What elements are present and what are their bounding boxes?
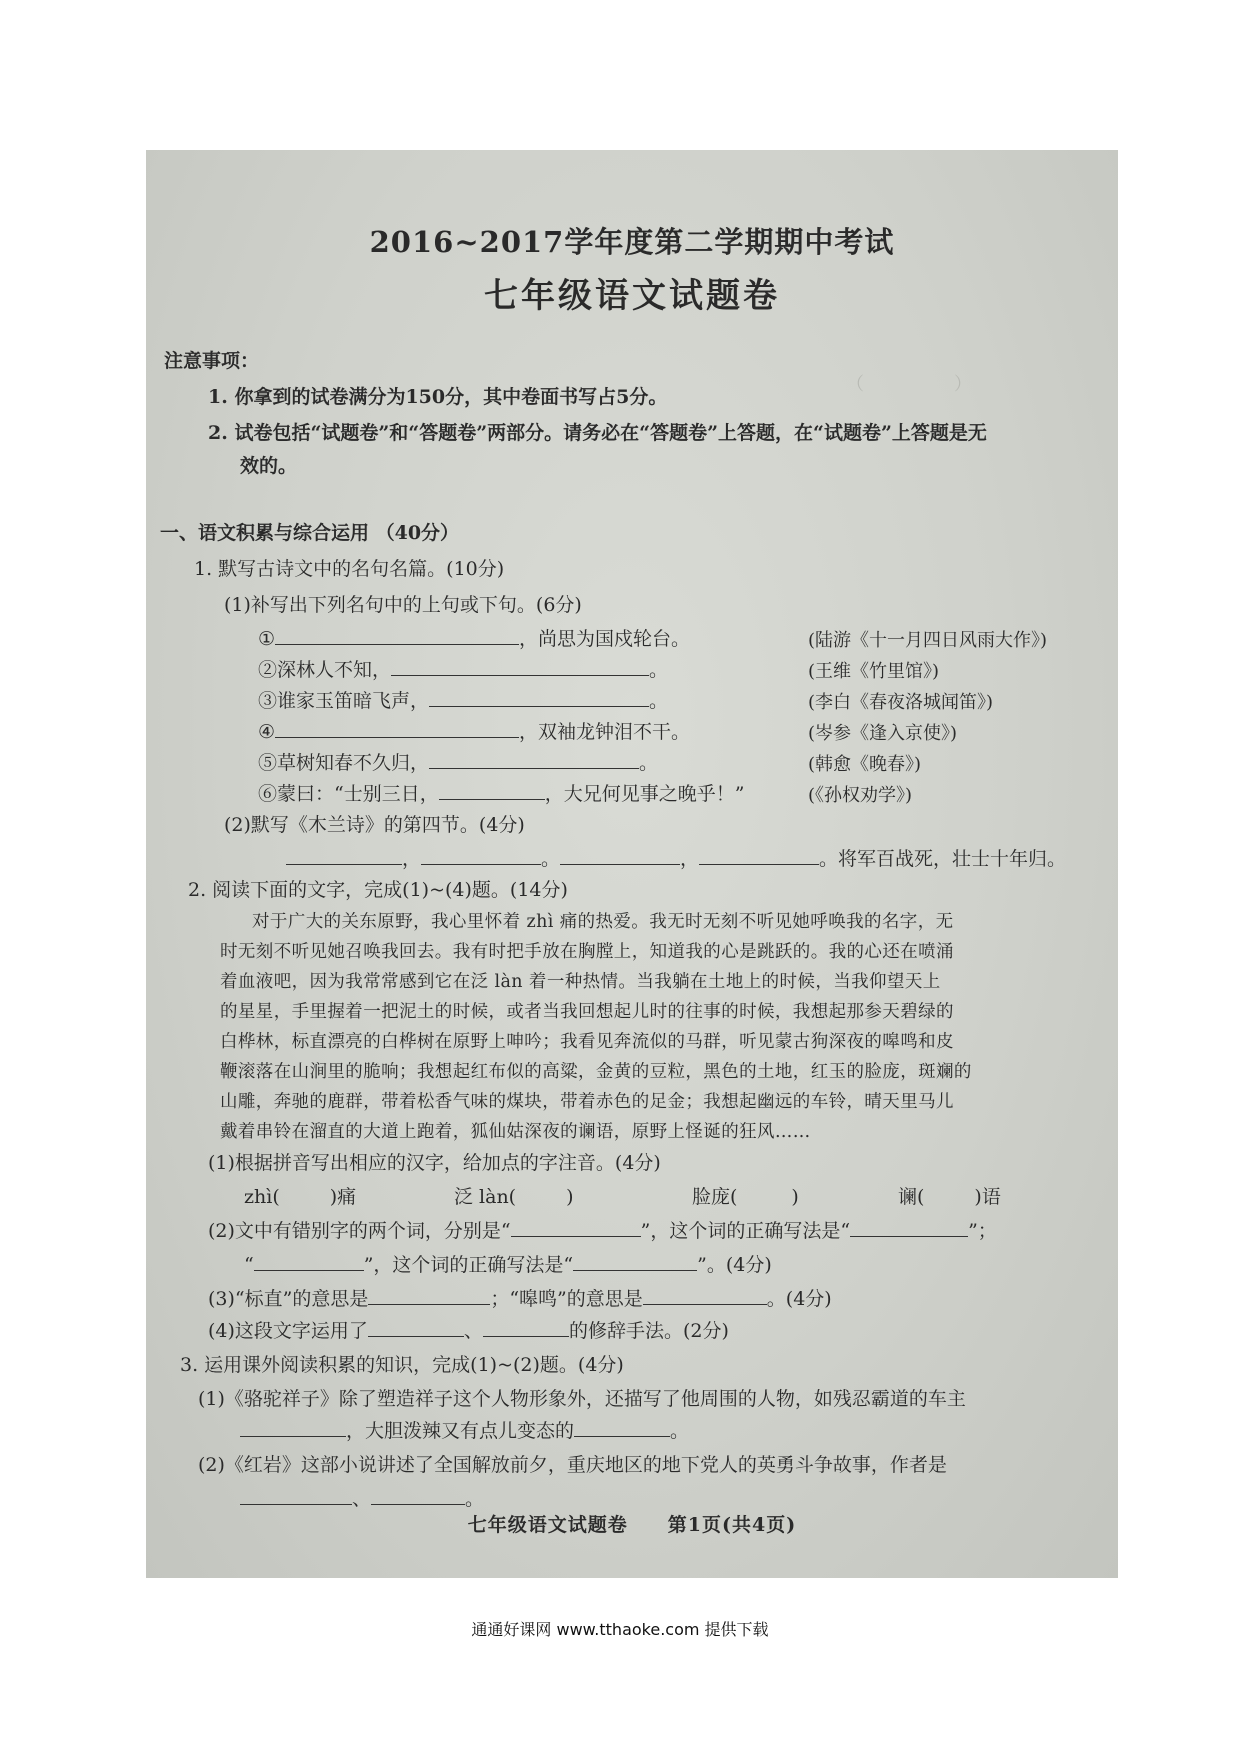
answer-blank[interactable] <box>240 1485 352 1505</box>
q2-sub2-line1: (2)文中有错别字的两个词，分别是“ ”，这个词的正确写法是“ ”； <box>208 1216 997 1243</box>
answer-blank[interactable] <box>371 1485 465 1505</box>
poem-line-3: ③谁家玉笛暗飞声， 。 <box>258 686 668 713</box>
passage-line: 鞭滚落在山涧里的脆响；我想起红布似的高粱，金黄的豆粒，黑色的土地，红玉的脸庞，斑斓的 <box>220 1062 972 1082</box>
exam-title-line1: 2016~2017学年度第二学期期中考试 <box>369 225 895 259</box>
answer-blank[interactable] <box>275 625 519 645</box>
passage-line: 对于广大的关东原野，我心里怀着 zhì 痛的热爱。我无时无刻不听见她呼唤我的名字，无 <box>252 912 954 932</box>
notice-item-2: 2. 试卷包括“试题卷”和“答题卷”两部分。请务必在“答题卷”上答题，在“试题卷”上答题是无 <box>208 422 987 444</box>
answer-blank[interactable] <box>643 1285 767 1305</box>
q2-sub2-line2: “ ”，这个词的正确写法是“ ”。(4分) <box>244 1250 772 1277</box>
passage-line: 着血液吧，因为我常常感到它在泛 làn 着一种热情。当我躺在土地上的时候，当我仰望天上 <box>220 972 941 992</box>
answer-blank[interactable] <box>699 845 819 865</box>
poem-source-1: (陆游《十一月四日风雨大作》) <box>808 630 1048 651</box>
mulan-line: ， 。 ， 。将军百战死，壮士十年归。 <box>286 844 1066 871</box>
page-footer: 七年级语文试题卷 第1页(共4页) <box>467 1514 797 1536</box>
poem-source-3: (李白《春夜洛城闻笛》) <box>808 692 994 713</box>
q1-part1: (1)补写出下列名句中的上句或下句。(6分) <box>224 594 582 616</box>
passage-line: 时无刻不听见她召唤我回去。我有时把手放在胸膛上，知道我的心是跳跃的。我的心还在喷涌 <box>220 942 954 962</box>
passage-line: 白桦林，标直漂亮的白桦树在原野上呻吟；我看见奔流似的马群，听见蒙古狗深夜的嗥鸣和皮 <box>220 1032 954 1052</box>
q2-sub3: (3)“标直”的意思是 ；“嗥鸣”的意思是 。(4分) <box>208 1284 832 1311</box>
answer-blank[interactable] <box>368 1285 490 1305</box>
q3-stem: 3. 运用课外阅读积累的知识，完成(1)~(2)题。(4分) <box>180 1354 624 1376</box>
pinyin-item-4: 谰( )语 <box>898 1186 1001 1208</box>
poem-line-2: ②深林人不知， 。 <box>258 655 668 682</box>
poem-source-4: (岑参《逢入京使》) <box>808 723 958 744</box>
notice-item-1: 1. 你拿到的试卷满分为150分，其中卷面书写占5分。 <box>208 386 668 408</box>
answer-blank[interactable] <box>560 845 680 865</box>
poem-line-1: ① ，尚思为国戍轮台。 <box>258 624 690 651</box>
poem-source-2: (王维《竹里馆》) <box>808 661 940 682</box>
notice-heading: 注意事项： <box>164 350 260 372</box>
pinyin-item-1: zhì( )痛 <box>244 1186 357 1208</box>
q3-sub2-line1: (2)《红岩》这部小说讲述了全国解放前夕，重庆地区的地下党人的英勇斗争故事，作者是 <box>198 1454 947 1476</box>
q1-stem: 1. 默写古诗文中的名句名篇。(10分) <box>194 558 505 580</box>
answer-blank[interactable] <box>368 1317 464 1337</box>
poem-source-5: (韩愈《晚春》) <box>808 754 922 775</box>
poem-line-6: ⑥蒙曰：“士别三日， ，大兄何见事之晚乎！” <box>258 779 744 806</box>
answer-blank[interactable] <box>511 1217 641 1237</box>
download-credit: 通通好课网 www.tthaoke.com 提供下载 <box>471 1620 769 1639</box>
pinyin-item-2: 泛 làn( ) <box>454 1186 574 1208</box>
answer-blank[interactable] <box>421 845 541 865</box>
passage-line: 的星星，手里握着一把泥土的时候，或者当我回想起儿时的往事的时候，我想起那参天碧绿的 <box>220 1002 954 1022</box>
answer-blank[interactable] <box>483 1317 569 1337</box>
bleed-through-text: （ ） <box>846 374 972 395</box>
passage-line: 山雕，奔驰的鹿群，带着松香气味的煤块，带着赤色的足金；我想起幽远的车铃，晴天里马儿 <box>220 1092 954 1112</box>
exam-title-line2: 七年级语文试题卷 <box>484 276 780 316</box>
answer-blank[interactable] <box>254 1251 364 1271</box>
answer-blank[interactable] <box>286 845 402 865</box>
q3-sub2-line2: 、 。 <box>240 1484 484 1511</box>
notice-item-3: 效的。 <box>240 455 298 477</box>
answer-blank[interactable] <box>429 749 639 769</box>
answer-blank[interactable] <box>275 718 519 738</box>
q3-sub1-line2: ，大胆泼辣又有点儿变态的 。 <box>240 1416 689 1443</box>
q2-sub1: (1)根据拼音写出相应的汉字，给加点的字注音。(4分) <box>208 1152 661 1174</box>
answer-blank[interactable] <box>240 1417 346 1437</box>
q2-sub4: (4)这段文字运用了 、 的修辞手法。(2分) <box>208 1316 729 1343</box>
answer-blank[interactable] <box>850 1217 968 1237</box>
section1-heading: 一、语文积累与综合运用 （40分） <box>160 522 460 544</box>
answer-blank[interactable] <box>573 1251 697 1271</box>
answer-blank[interactable] <box>391 656 649 676</box>
answer-blank[interactable] <box>429 687 649 707</box>
answer-blank[interactable] <box>439 780 545 800</box>
poem-source-6: (《孙权劝学》) <box>808 785 913 806</box>
q3-sub1-line1: (1)《骆驼祥子》除了塑造祥子这个人物形象外，还描写了他周围的人物，如残忍霸道的车主 <box>198 1388 966 1410</box>
poem-line-5: ⑤草树知春不久归， 。 <box>258 748 658 775</box>
q2-stem: 2. 阅读下面的文字，完成(1)~(4)题。(14分) <box>188 879 568 901</box>
answer-blank[interactable] <box>574 1417 670 1437</box>
pinyin-item-3: 脸庞( ) <box>692 1186 799 1208</box>
passage-line: 戴着串铃在溜直的大道上跑着，狐仙姑深夜的谰语，原野上怪诞的狂风…… <box>220 1122 811 1142</box>
poem-line-4: ④ ，双袖龙钟泪不干。 <box>258 717 690 744</box>
q1-part2: (2)默写《木兰诗》的第四节。(4分) <box>224 814 525 836</box>
exam-photo <box>146 150 1118 1578</box>
